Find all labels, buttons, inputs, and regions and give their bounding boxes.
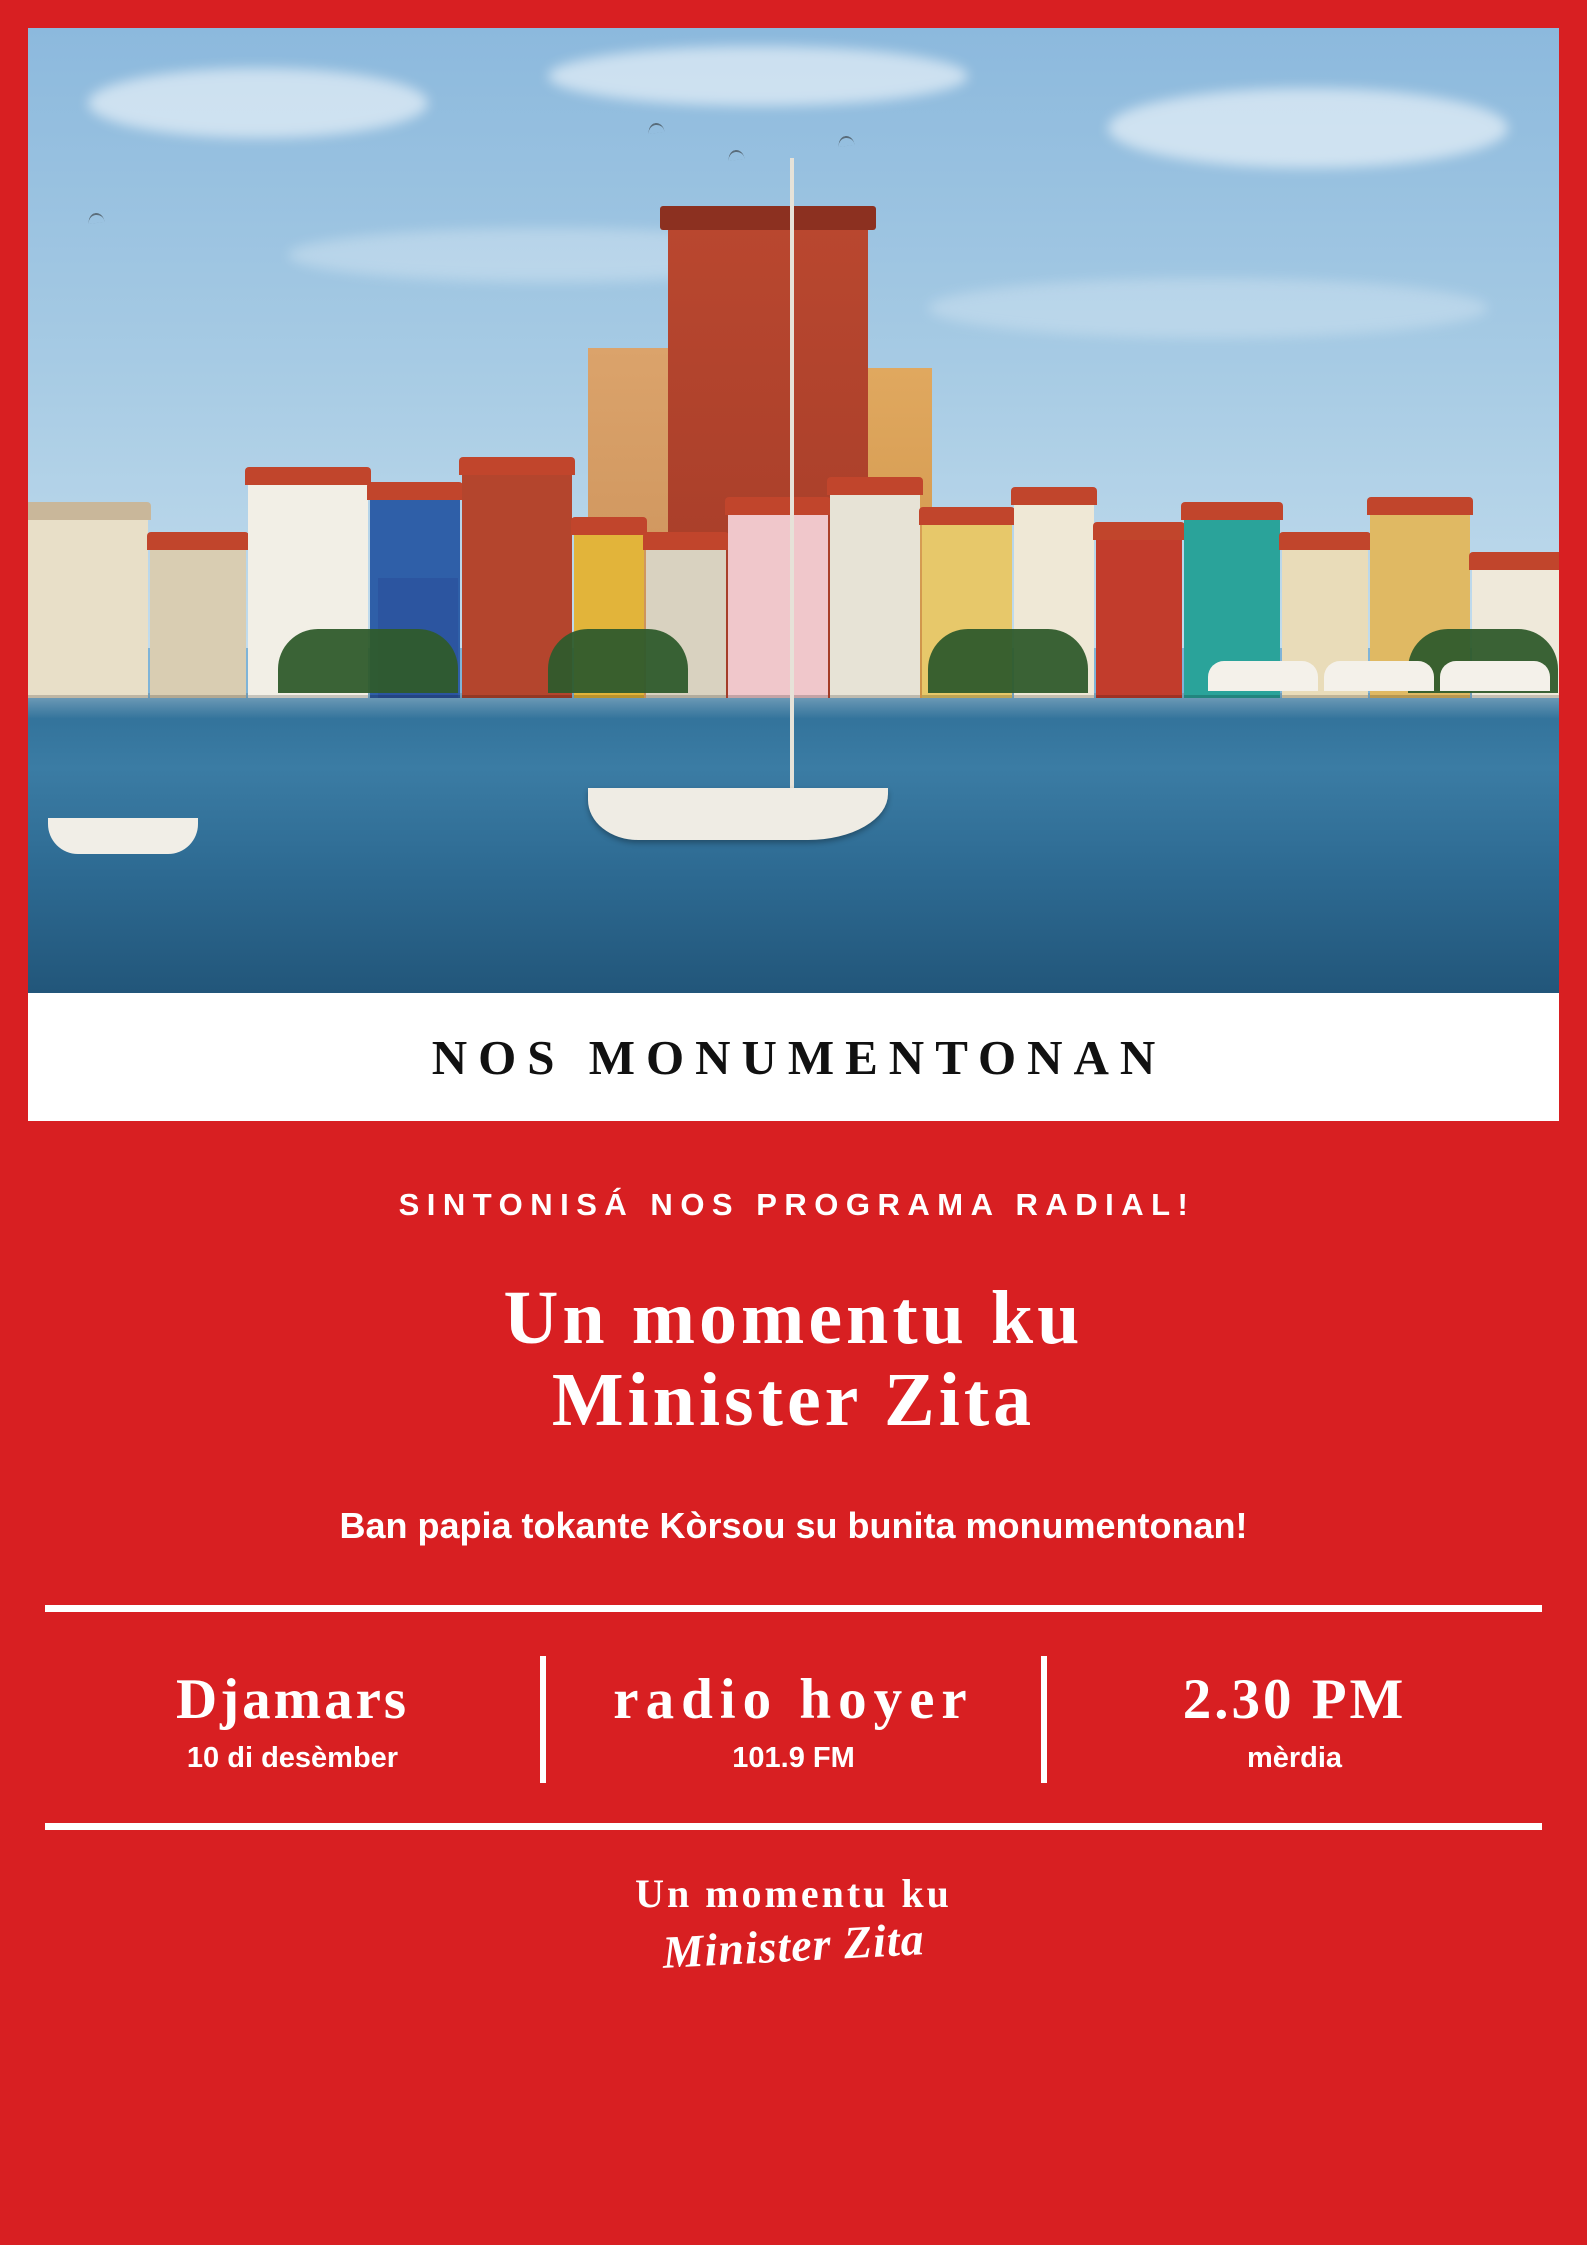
footer-logo xyxy=(28,1830,1559,1978)
waterfront-photo xyxy=(28,28,1559,993)
title-band xyxy=(28,993,1559,1121)
info-frequency-label: 101.9 FM xyxy=(732,1742,855,1774)
market-awning xyxy=(1324,661,1434,691)
tower-roof xyxy=(660,206,876,230)
info-col-station xyxy=(540,1656,1047,1783)
market-awning xyxy=(1208,661,1318,691)
palm-trees xyxy=(928,629,1088,693)
building xyxy=(830,493,920,698)
palm-trees xyxy=(278,629,458,693)
palm-trees xyxy=(548,629,688,693)
cloud xyxy=(1108,88,1508,168)
small-boat xyxy=(48,818,198,854)
info-station-label: radio hoyer xyxy=(613,1668,974,1732)
building xyxy=(28,518,148,698)
info-col-time xyxy=(1047,1656,1542,1783)
info-row xyxy=(45,1612,1542,1823)
headline xyxy=(28,1277,1559,1441)
cloud xyxy=(928,278,1488,338)
building xyxy=(1096,538,1182,698)
body-area xyxy=(28,1121,1559,1553)
sailboat-mast xyxy=(790,158,794,838)
building xyxy=(150,548,246,698)
kicker-text: SINTONISÁ NOS PROGRAMA RADIAL! xyxy=(398,1187,1196,1222)
info-date-label: 10 di desèmber xyxy=(186,1742,399,1774)
headline-line-1: Un momentu ku xyxy=(503,1276,1084,1360)
poster-title: NOS MONUMENTONAN xyxy=(431,1029,1167,1085)
info-daypart-label: mèrdia xyxy=(1246,1742,1343,1774)
info-day-label: Djamars xyxy=(175,1668,410,1732)
headline-line-2: Minister Zita xyxy=(551,1358,1036,1443)
divider-top xyxy=(45,1605,1542,1612)
info-time-label: 2.30 PM xyxy=(1182,1668,1407,1732)
subline-text: Ban papia tokante Kòrsou su bunita monumentonan! xyxy=(339,1505,1248,1547)
cloud xyxy=(548,46,968,106)
info-col-day xyxy=(45,1656,540,1783)
footer-logo-line-2: Minister Zita xyxy=(661,1913,926,1978)
cloud xyxy=(88,68,428,138)
sailboat xyxy=(588,788,888,840)
footer-logo-line-1: Un momentu ku xyxy=(635,1871,952,1916)
building xyxy=(728,513,828,698)
divider-bottom xyxy=(45,1823,1542,1830)
market-awning xyxy=(1440,661,1550,691)
